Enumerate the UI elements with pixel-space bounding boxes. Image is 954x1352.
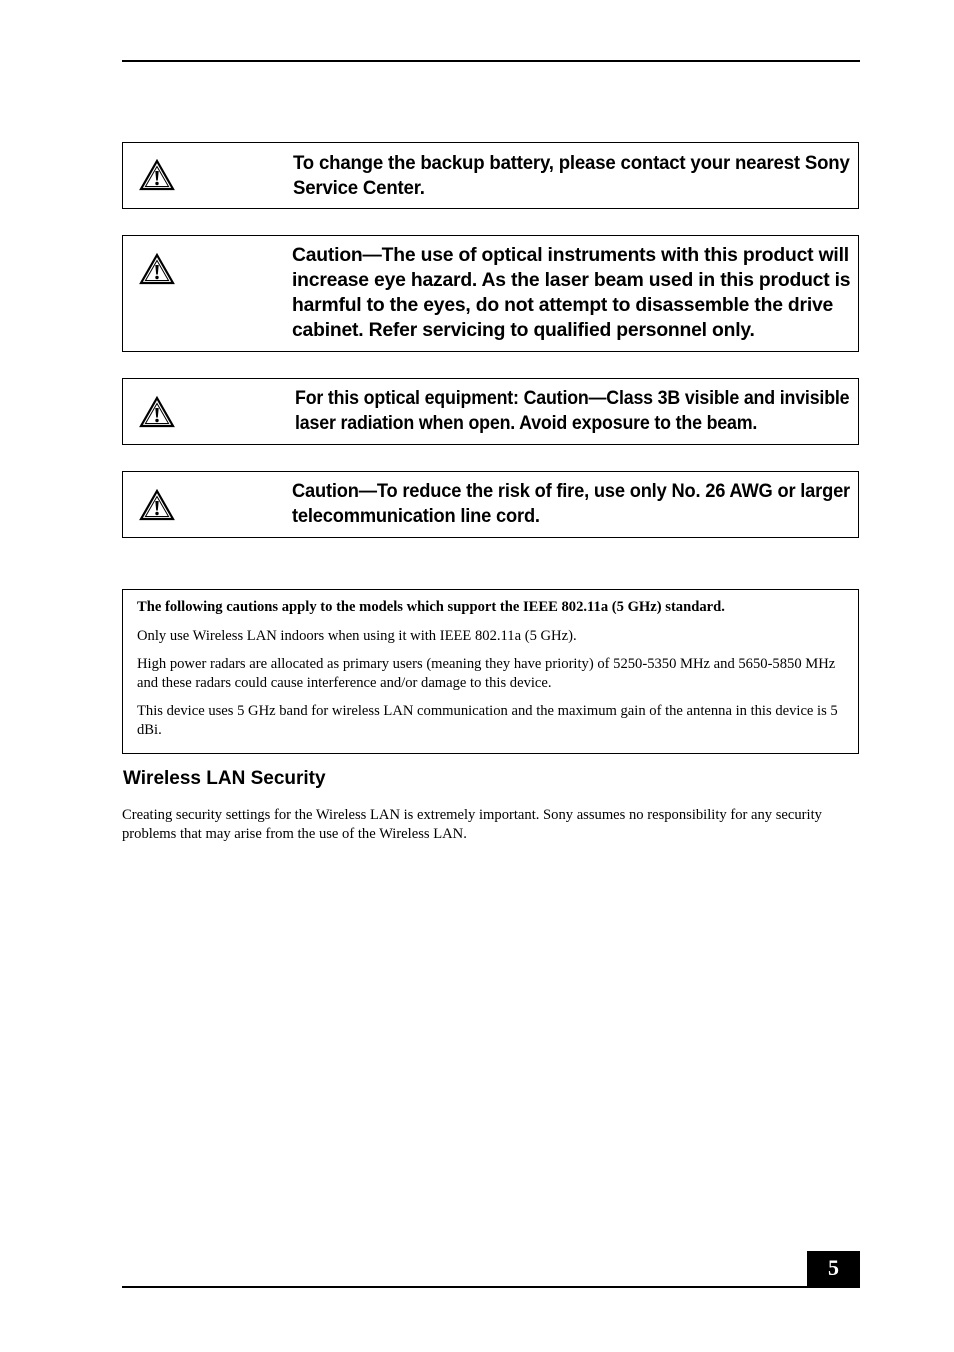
header-rule — [122, 60, 860, 62]
warning-triangle-icon — [139, 159, 175, 191]
warning-line: Service Center. — [293, 177, 425, 199]
warning-line: increase eye hazard. As the laser beam used in this product is — [292, 269, 851, 291]
note-paragraph: High power radars are allocated as primary users (meaning they have priority) of 5250-5350 MHz and 5650-5850 MHz and these radars could cause interference and/or damage to this device. — [137, 656, 836, 691]
note-paragraph: This device uses 5 GHz band for wireless LAN communication and the maximum gain of the antenna in this device is 5 dBi. — [137, 703, 838, 738]
warning-triangle-icon — [139, 253, 175, 285]
warning-box-battery — [122, 142, 859, 209]
warning-box-laser-class — [122, 378, 859, 445]
warning-line: harmful to the eyes, do not attempt to disassemble the drive — [292, 294, 834, 316]
warning-line: Caution—To reduce the risk of fire, use only No. 26 AWG or larger — [292, 480, 850, 502]
warning-text — [293, 151, 850, 201]
section-heading: Wireless LAN Security — [123, 768, 326, 789]
note-heading: The following cautions apply to the models which support the IEEE 802.11a (5 GHz) standard. — [137, 599, 725, 615]
warning-text — [295, 386, 850, 436]
section-body: Creating security settings for the Wireless LAN is extremely important. Sony assumes no responsibility for any security problems that may arise from the use of the Wireless LAN. — [122, 807, 822, 842]
warning-line: For this optical equipment: Caution—Class 3B visible and invisible — [295, 387, 850, 409]
warning-triangle-icon — [139, 489, 175, 521]
warning-line: telecommunication line cord. — [292, 505, 540, 527]
warning-line: laser radiation when open. Avoid exposure to the beam. — [295, 412, 758, 434]
warning-line: Caution—The use of optical instruments with this product will — [292, 244, 849, 266]
warning-text — [292, 479, 850, 529]
warning-line: cabinet. Refer servicing to qualified personnel only. — [292, 319, 755, 341]
wireless-caution-note — [122, 589, 859, 754]
warning-triangle-icon — [139, 396, 175, 428]
page-number: 5 — [807, 1251, 860, 1288]
footer-rule — [122, 1286, 860, 1288]
note-paragraph: Only use Wireless LAN indoors when using it with IEEE 802.11a (5 GHz). — [137, 627, 577, 644]
warning-box-fire — [122, 471, 859, 538]
warning-text — [292, 243, 850, 343]
warning-line: To change the backup battery, please contact your nearest Sony — [293, 152, 850, 174]
warning-box-laser-eye — [122, 235, 859, 352]
